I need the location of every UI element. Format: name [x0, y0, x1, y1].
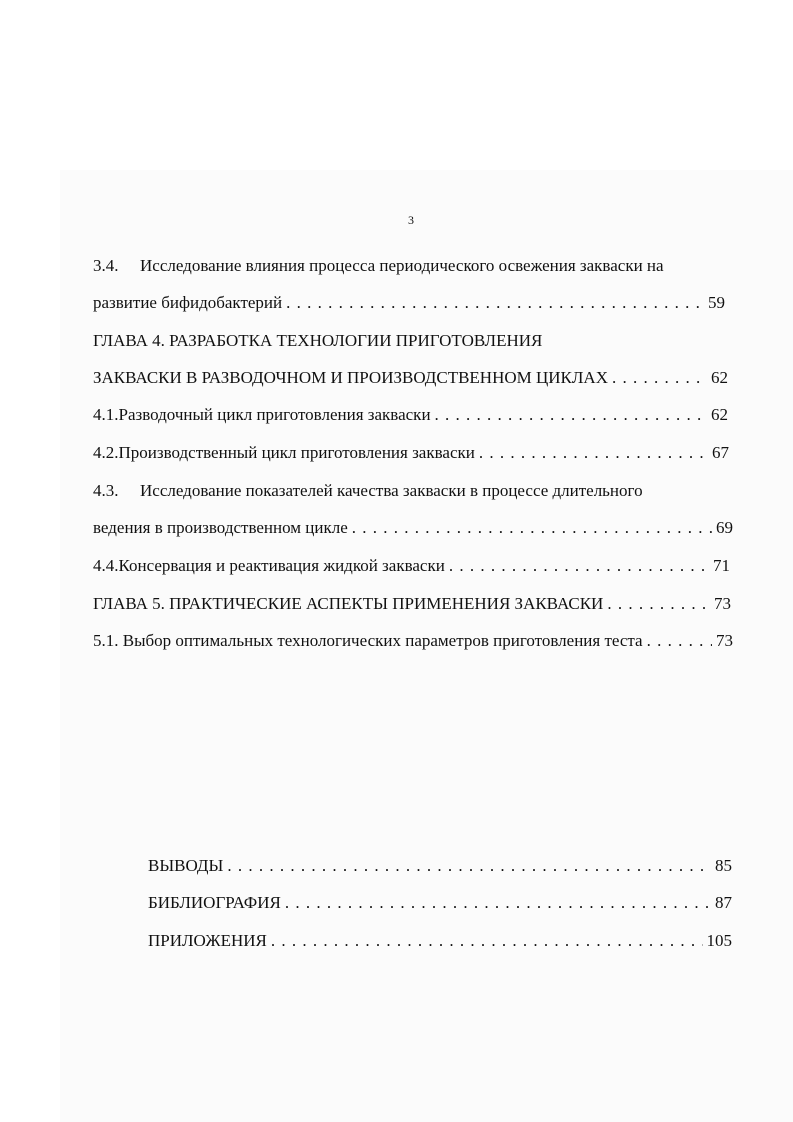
toc-title: 5.1. Выбор оптимальных технологических параметров приготовления теста: [93, 631, 643, 650]
leader-dots: [647, 630, 712, 652]
toc-title: Консервация и реактивация жидкой закваски: [118, 556, 445, 575]
toc-page: 59: [708, 293, 725, 312]
leader-dots: [352, 517, 712, 539]
toc-title: БИБЛИОГРАФИЯ: [148, 893, 281, 912]
toc-number: 4.4.: [93, 556, 119, 575]
leader-dots: [479, 442, 708, 464]
toc-number: 3.4.: [93, 256, 119, 275]
toc-title: развитие бифидобактерий: [93, 293, 283, 312]
toc-number: 4.1.: [93, 405, 119, 424]
toc-title: ЗАКВАСКИ В РАЗВОДОЧНОМ И ПРОИЗВОДСТВЕННОМ ЦИКЛАХ: [93, 368, 608, 387]
toc-title: ГЛАВА 4. РАЗРАБОТКА ТЕХНОЛОГИИ ПРИГОТОВЛЕНИЯ: [93, 331, 543, 350]
toc-title: Производственный цикл приготовления закваски: [118, 443, 475, 462]
toc-appendices: [148, 930, 732, 952]
toc-title: ГЛАВА 5. ПРАКТИЧЕСКИЕ АСПЕКТЫ ПРИМЕНЕНИЯ ЗАКВАСКИ: [93, 594, 604, 613]
toc-page: 73: [714, 594, 731, 613]
toc-title: Исследование показателей качества закваски в процессе длительного: [140, 481, 643, 500]
toc-title: Исследование влияния процесса периодического освежения закваски на: [140, 256, 664, 275]
toc-title: ПРИЛОЖЕНИЯ: [148, 931, 267, 950]
leader-dots: [612, 367, 707, 389]
leader-dots: [285, 892, 711, 914]
leader-dots: [227, 855, 711, 877]
toc-title: ведения в производственном цикле: [93, 518, 348, 537]
toc-entry-5-1: [93, 630, 733, 652]
toc-page: 69: [716, 518, 733, 537]
leader-dots: [435, 404, 707, 426]
toc-entry-4-3: [93, 480, 733, 502]
toc-title: Разводочный цикл приготовления закваски: [118, 405, 431, 424]
toc-bibliography: [148, 892, 732, 914]
toc-page: 85: [715, 856, 732, 875]
toc-page: 105: [706, 931, 732, 950]
toc-page: 62: [711, 405, 728, 424]
toc-number: 4.2.: [93, 443, 119, 462]
toc-entry-4-2: [93, 442, 729, 464]
toc-page: 87: [715, 893, 732, 912]
toc-number: 4.3.: [93, 481, 119, 500]
toc-page: 62: [711, 368, 728, 387]
toc-page: 73: [716, 631, 733, 650]
toc-chapter-4: [93, 330, 733, 352]
toc-entry-3-4-cont: [93, 292, 725, 314]
toc-entry-4-3-cont: [93, 517, 733, 539]
leader-dots: [271, 930, 703, 952]
leader-dots: [449, 555, 709, 577]
toc-entry-4-4: [93, 555, 730, 577]
toc-entry-4-1: [93, 404, 728, 426]
toc-page: 71: [713, 556, 730, 575]
toc-entry-3-4: [93, 255, 733, 277]
toc-page: 67: [712, 443, 729, 462]
toc-chapter-4-cont: [93, 367, 728, 389]
leader-dots: [607, 593, 710, 615]
toc-conclusions: [148, 855, 732, 877]
toc-chapter-5: [93, 593, 731, 615]
leader-dots: [286, 292, 704, 314]
toc-title: ВЫВОДЫ: [148, 856, 224, 875]
page-number: 3: [408, 213, 414, 227]
